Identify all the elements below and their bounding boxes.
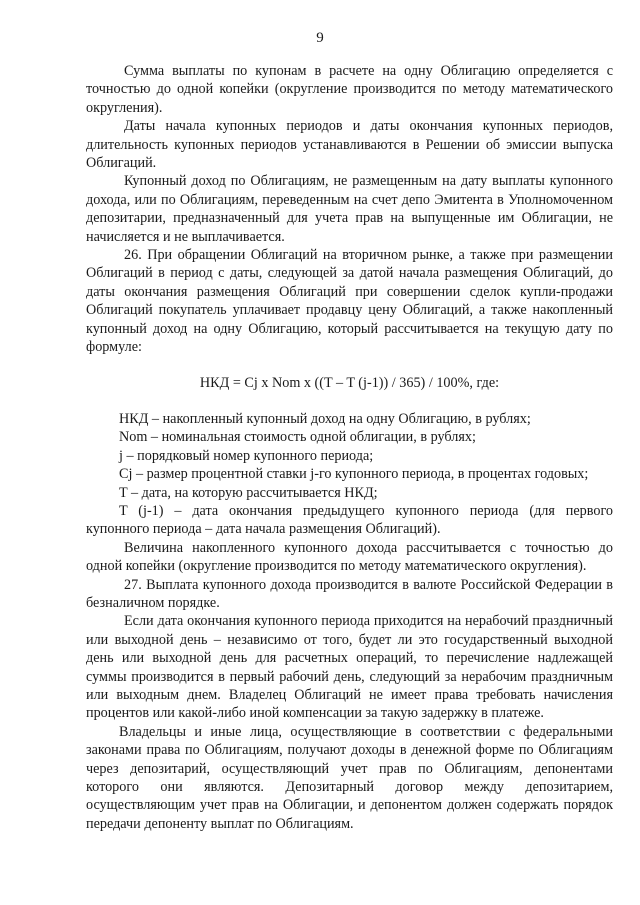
paragraph-coupon-period-dates: Даты начала купонных периодов и даты окончания купонных периодов, длительность купонных периодов устанавливаются в Решении об эмиссии выпуска Облигаций.	[86, 118, 613, 172]
paragraph-26-secondary-market: 26. При обращении Облигаций на вторичном рынке, а также при размещении Облигаций в период с даты, следующей за датой начала размещения Облигаций, до даты окончания размещения Облигаций при совершении сделок купли-продажи Облигаций покупатель уплачивает продавцу цену Облигаций, а также накопленный купонный доход на одну Облигацию, который рассчитывается на текущую дату по формуле:	[86, 247, 613, 356]
definition-t: T – дата, на которую рассчитывается НКД;	[119, 484, 378, 501]
definition-cj: Cj – размер процентной ставки j-го купонного периода, в процентах годовых;	[119, 466, 589, 483]
nkd-formula: НКД = Cj x Nom x ((T – T (j-1)) / 365) / 100%, где:	[199, 374, 500, 391]
paragraph-non-working-day: Если дата окончания купонного периода приходится на нерабочий праздничный или выходной день – независимо от того, будет ли это государственный выходной день или выходной день для расчетных операций, то перечисление надлежащей суммы производится в первый рабочий день, следующий за нерабочим праздничным или выходным днем. Владелец Облигаций не имеет права требовать начисления процентов или какой-либо иной компенсации за такую задержку в платеже.	[86, 613, 613, 722]
definition-j: j – порядковый номер купонного периода;	[119, 447, 374, 464]
page-number: 9	[316, 30, 324, 46]
paragraph-coupon-income-not-accrued: Купонный доход по Облигациям, не размещенным на дату выплаты купонного дохода, или по Облигациям, переведенным на счет депо Эмитента в Уполномоченном депозитарии, предназначенный для учета прав на выпущенные им Облигации, не начисляется и не выплачивается.	[86, 173, 613, 245]
definition-t-j-1: T (j-1) – дата окончания предыдущего купонного периода (для первого купонного периода – дата начала размещения Облигаций).	[86, 502, 613, 538]
paragraph-coupon-payment-amount: Сумма выплаты по купонам в расчете на одну Облигацию определяется с точностью до одной копейки (округление производится по методу математического округления).	[86, 63, 613, 116]
definition-nom: Nom – номинальная стоимость одной облигации, в рублях;	[119, 429, 476, 446]
paragraph-nkd-precision: Величина накопленного купонного дохода рассчитывается с точностью до одной копейки (округление производится по методу математического округления).	[86, 539, 613, 575]
paragraph-27-payment-currency: 27. Выплата купонного дохода производится в валюте Российской Федерации в безналичном порядке.	[86, 576, 613, 611]
document-body	[86, 62, 613, 833]
definition-nkd: НКД – накопленный купонный доход на одну Облигацию, в рублях;	[119, 410, 531, 427]
paragraph-owners-income: Владельцы и иные лица, осуществляющие в соответствии с федеральными законами права по Облигациям, получают доходы в денежной форме по Облигациям через депозитарий, осуществляющий учет прав по Облигациям, депонентами которого они являются. Депозитарный договор между депозитарием, осуществляющим учет прав на Облигации, и депонентом должен содержать порядок передачи депоненту выплат по Облигациям.	[86, 723, 613, 832]
